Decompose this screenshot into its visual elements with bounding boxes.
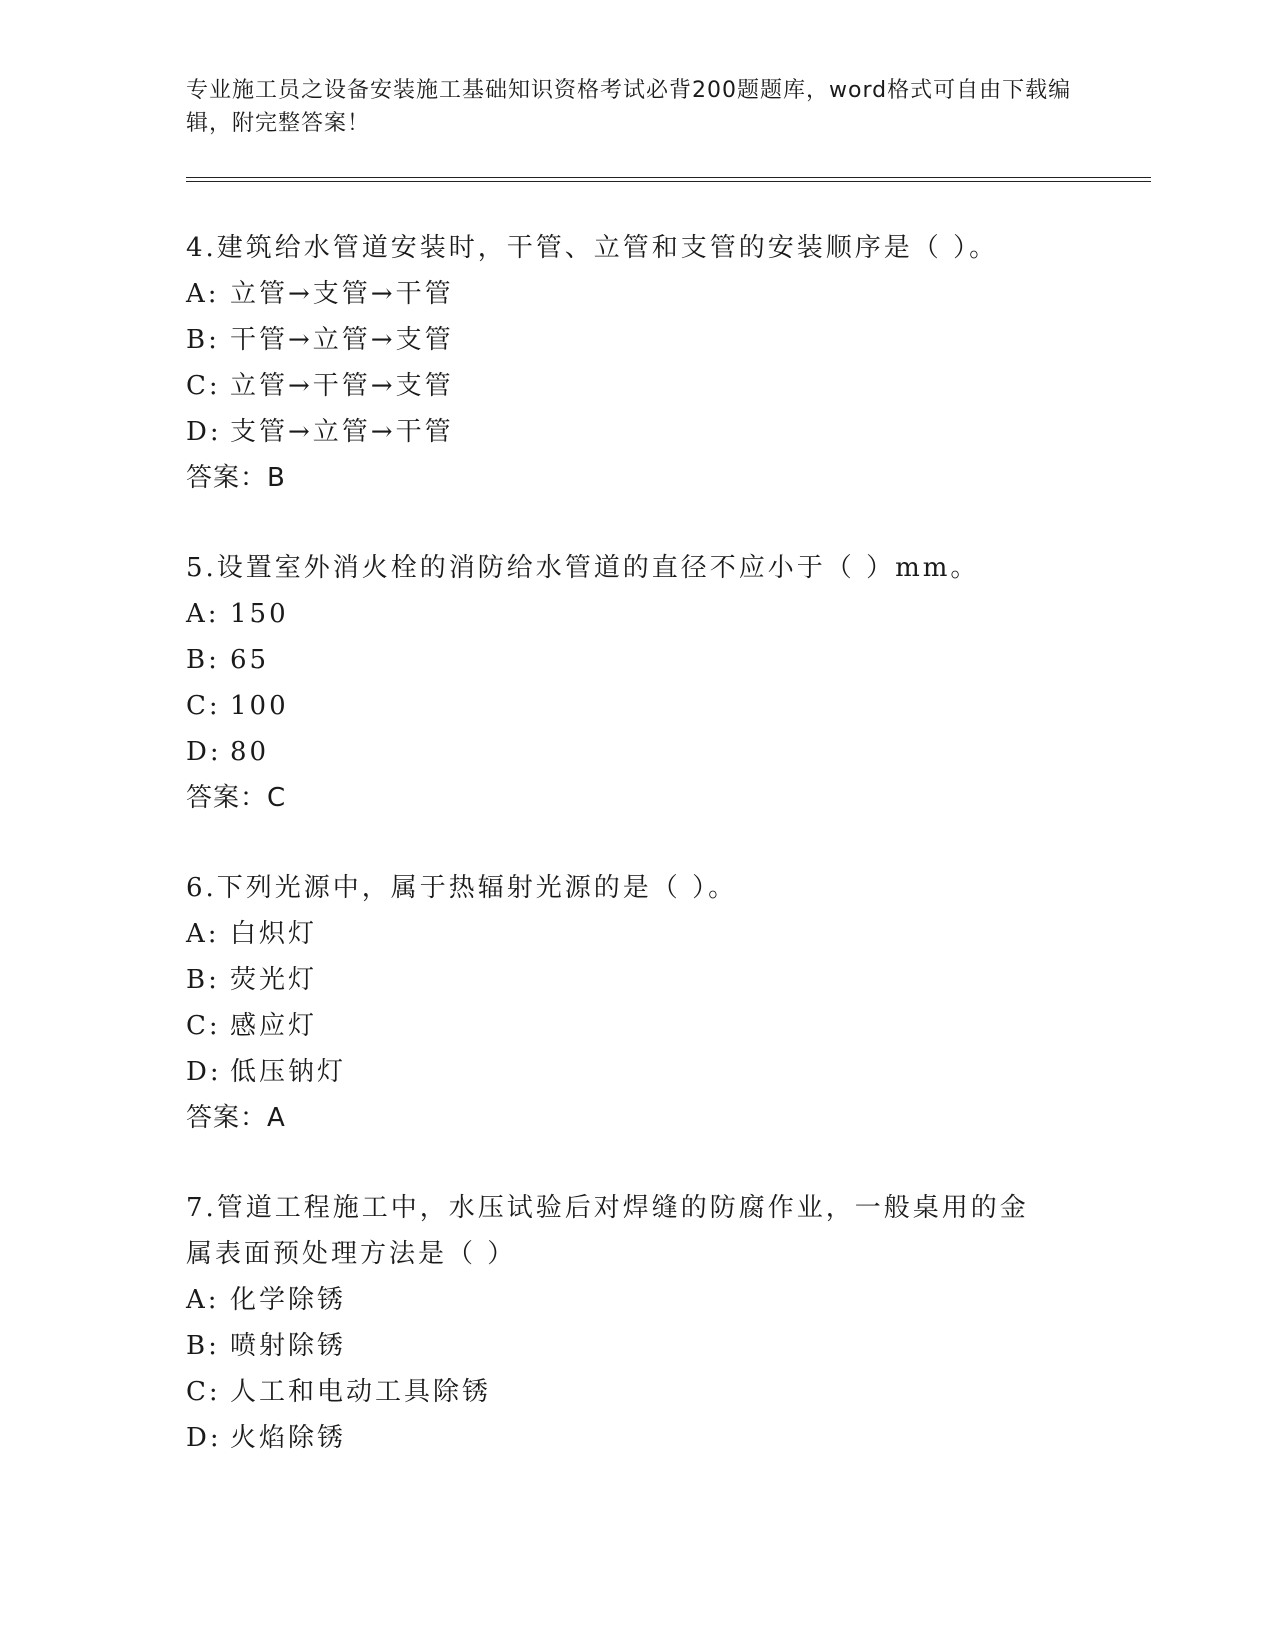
option-b	[186, 637, 1151, 683]
option-text: 80	[230, 737, 270, 767]
document-page	[186, 0, 1151, 1650]
option-letter: A:	[186, 919, 220, 949]
option-d	[186, 1049, 1151, 1095]
option-b	[186, 1323, 1151, 1369]
option-letter: C:	[186, 371, 221, 401]
option-text: 化学除锈	[230, 1285, 347, 1315]
option-letter: C:	[186, 691, 221, 721]
option-c	[186, 683, 1151, 729]
option-text: 100	[230, 691, 289, 721]
option-letter: B:	[186, 1331, 220, 1361]
option-letter: A:	[186, 1285, 220, 1315]
option-d	[186, 729, 1151, 775]
question-6	[186, 865, 1151, 1141]
question-7	[186, 1185, 1151, 1461]
option-letter: A:	[186, 599, 220, 629]
question-text: 4.建筑给水管道安装时，干管、立管和支管的安装顺序是（ ）。	[186, 233, 999, 263]
option-letter: B:	[186, 645, 220, 675]
answer-line: 答案：B	[186, 463, 286, 493]
option-letter: B:	[186, 325, 220, 355]
option-text: 立管→干管→支管	[230, 371, 454, 401]
question-text: 7.管道工程施工中，水压试验后对焊缝的防腐作业，一般桌用的金属表面预处理方法是（ ）	[186, 1193, 1029, 1269]
option-b	[186, 317, 1151, 363]
option-b	[186, 957, 1151, 1003]
option-letter: C:	[186, 1011, 221, 1041]
option-text: 立管→支管→干管	[230, 279, 454, 309]
option-letter: D:	[186, 1057, 222, 1087]
option-letter: D:	[186, 1423, 222, 1453]
answer-line: 答案：A	[186, 1103, 286, 1133]
option-text: 白炽灯	[230, 919, 318, 949]
option-c	[186, 1369, 1151, 1415]
option-letter: B:	[186, 965, 220, 995]
question-text: 6.下列光源中，属于热辐射光源的是（ ）。	[186, 873, 738, 903]
question-4	[186, 225, 1151, 501]
option-text: 火焰除锈	[230, 1423, 347, 1453]
option-a	[186, 271, 1151, 317]
option-d	[186, 409, 1151, 455]
option-text: 人工和电动工具除锈	[230, 1377, 492, 1407]
option-a	[186, 591, 1151, 637]
option-letter: D:	[186, 737, 222, 767]
option-c	[186, 1003, 1151, 1049]
header-double-rule	[186, 177, 1151, 182]
option-text: 荧光灯	[230, 965, 318, 995]
answer-line: 答案：C	[186, 783, 287, 813]
option-text: 低压钠灯	[230, 1057, 347, 1087]
option-letter: A:	[186, 279, 220, 309]
question-5	[186, 545, 1151, 821]
option-a	[186, 1277, 1151, 1323]
option-letter: D:	[186, 417, 222, 447]
option-text: 干管→立管→支管	[230, 325, 454, 355]
option-text: 150	[230, 599, 289, 629]
question-list	[186, 225, 1151, 1505]
option-text: 支管→立管→干管	[230, 417, 454, 447]
option-c	[186, 363, 1151, 409]
option-d	[186, 1415, 1151, 1461]
document-header-title: 专业施工员之设备安装施工基础知识资格考试必背200题题库，word格式可自由下载编辑，附完整答案！	[186, 78, 1072, 136]
option-text: 感应灯	[230, 1011, 318, 1041]
option-text: 65	[230, 645, 270, 675]
question-text: 5.设置室外消火栓的消防给水管道的直径不应小于（ ）mm。	[186, 553, 980, 583]
option-a	[186, 911, 1151, 957]
option-letter: C:	[186, 1377, 221, 1407]
option-text: 喷射除锈	[230, 1331, 347, 1361]
